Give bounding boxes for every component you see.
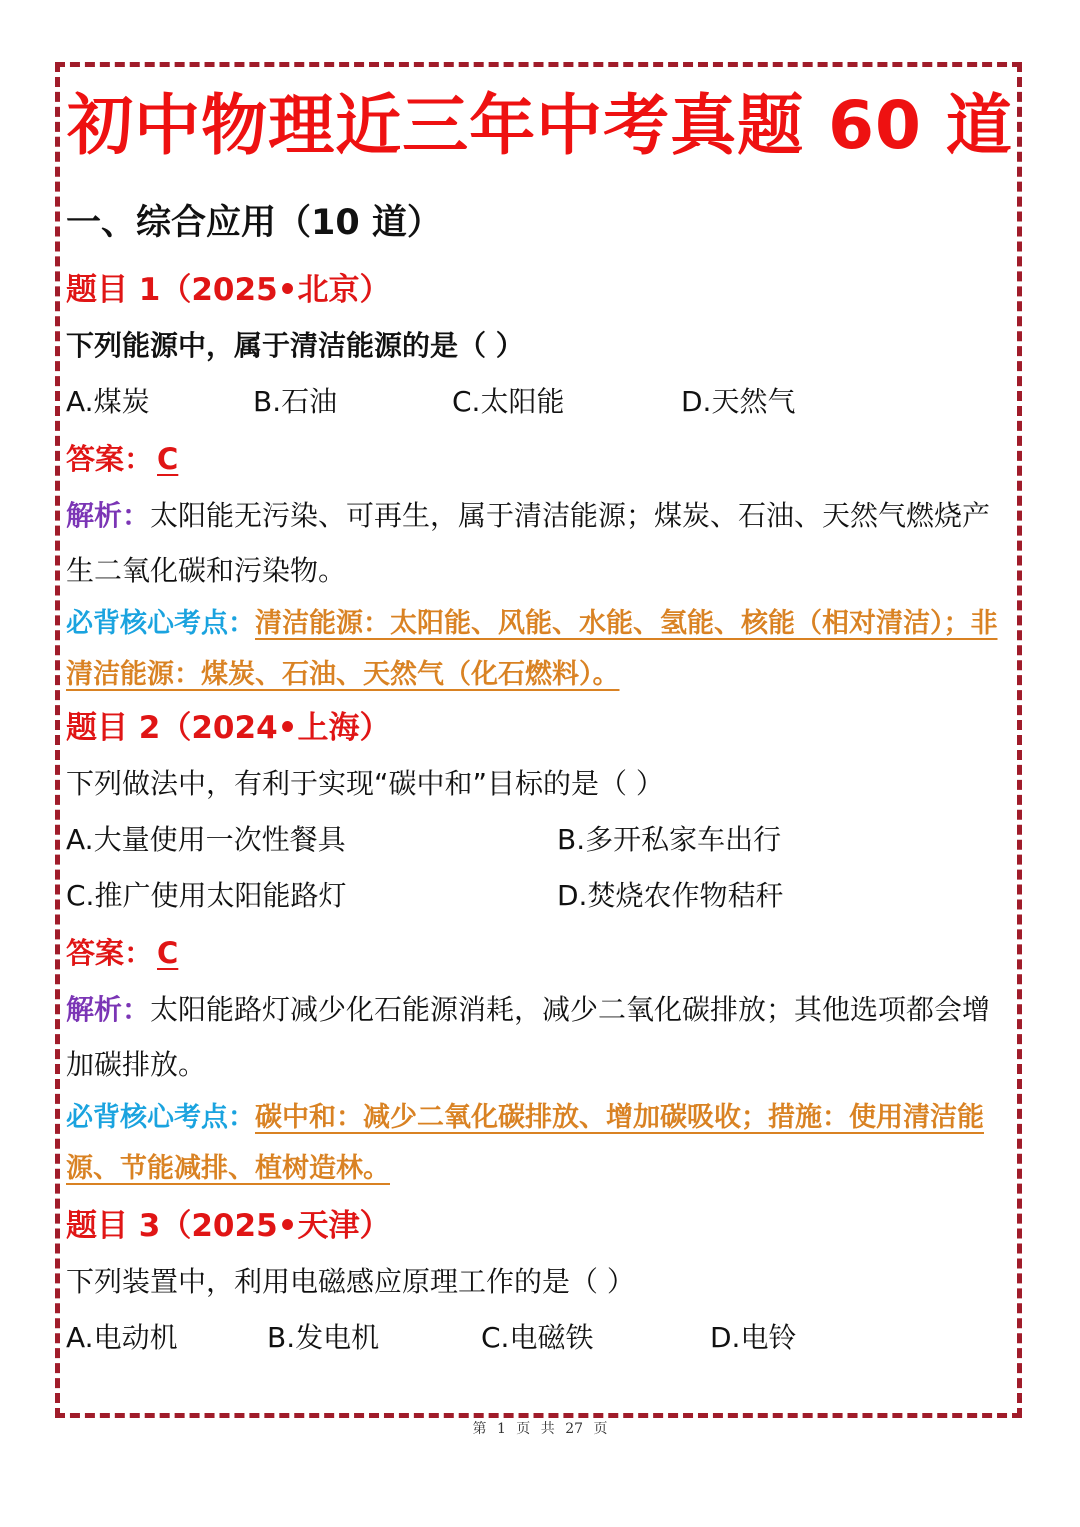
question-1 xyxy=(66,262,1018,700)
keypoint-text: 碳中和：减少二氧化碳排放、增加碳吸收；措施：使用清洁能源、节能减排、植树造林。 xyxy=(66,1102,984,1184)
option-a: A.电动机 xyxy=(66,1321,178,1354)
keypoint-block xyxy=(66,1092,1018,1194)
option-a: A.煤炭 xyxy=(66,385,150,418)
answer-line xyxy=(66,924,1018,982)
options-row xyxy=(66,868,1018,924)
question-title: 题目 1（2025•北京） xyxy=(66,272,391,308)
answer-value: C xyxy=(157,936,179,970)
option-d: D.电铃 xyxy=(710,1321,797,1354)
keypoint-block xyxy=(66,598,1018,700)
answer-label: 答案： xyxy=(66,936,154,970)
question-2 xyxy=(66,700,1018,1194)
analysis-block xyxy=(66,488,1018,598)
document-content xyxy=(66,192,1018,1366)
keypoint-label: 必背核心考点： xyxy=(66,608,255,639)
option-d: D.天然气 xyxy=(681,385,796,418)
question-text: 下列装置中，利用电磁感应原理工作的是（ ） xyxy=(66,1265,635,1298)
option-c: C.电磁铁 xyxy=(481,1321,594,1354)
options-row xyxy=(66,812,1018,868)
question-title: 题目 3（2025•天津） xyxy=(66,1208,391,1244)
analysis-text: 太阳能无污染、可再生，属于清洁能源；煤炭、石油、天然气燃烧产生二氧化碳和污染物。 xyxy=(66,499,991,587)
question-text: 下列做法中，有利于实现“碳中和”目标的是（ ） xyxy=(66,767,664,800)
option-a: A.大量使用一次性餐具 xyxy=(66,823,346,856)
answer-label: 答案： xyxy=(66,442,154,476)
answer-value: C xyxy=(157,442,179,476)
option-b: B.石油 xyxy=(253,385,338,418)
option-b: B.多开私家车出行 xyxy=(557,823,782,856)
options-row xyxy=(66,1310,1018,1366)
question-3 xyxy=(66,1198,1018,1366)
page-title: 初中物理近三年中考真题 60 道 xyxy=(67,87,1013,164)
keypoint-text: 清洁能源：太阳能、风能、水能、氢能、核能（相对清洁）；非清洁能源：煤炭、石油、天然气（化石燃料）。 xyxy=(66,608,998,690)
options-row xyxy=(66,374,1018,430)
analysis-text: 太阳能路灯减少化石能源消耗，减少二氧化碳排放；其他选项都会增加碳排放。 xyxy=(66,993,991,1081)
analysis-label: 解析： xyxy=(66,993,151,1026)
question-title: 题目 2（2024•上海） xyxy=(66,710,391,746)
analysis-block xyxy=(66,982,1018,1092)
option-d: D.焚烧农作物秸秆 xyxy=(557,879,784,912)
question-text: 下列能源中，属于清洁能源的是（ ） xyxy=(66,329,524,362)
answer-line xyxy=(66,430,1018,488)
analysis-label: 解析： xyxy=(66,499,151,532)
option-b: B.发电机 xyxy=(267,1321,380,1354)
page-footer: 第 1 页 共 27 页 xyxy=(472,1421,608,1437)
option-c: C.推广使用太阳能路灯 xyxy=(66,879,347,912)
option-c: C.太阳能 xyxy=(452,385,565,418)
section-heading: 一、综合应用（10 道） xyxy=(66,203,442,243)
keypoint-label: 必背核心考点： xyxy=(66,1102,255,1133)
